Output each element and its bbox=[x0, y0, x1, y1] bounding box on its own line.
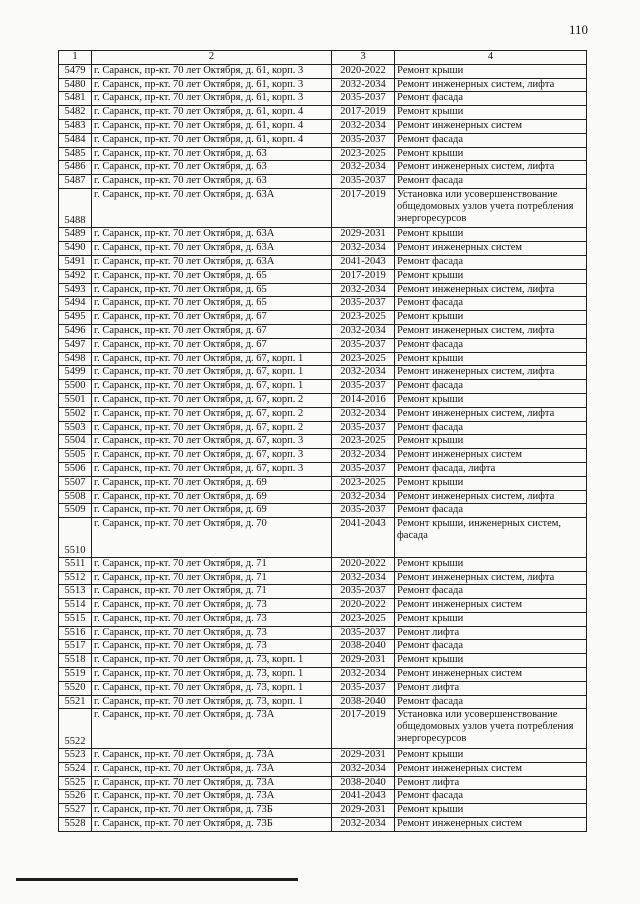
row-work: Ремонт инженерных систем bbox=[395, 762, 587, 776]
row-work: Ремонт инженерных систем, лифта bbox=[395, 571, 587, 585]
row-address: г. Саранск, пр-кт. 70 лет Октября, д. 63А bbox=[92, 256, 332, 270]
row-period: 2035-2037 bbox=[332, 175, 395, 189]
row-work: Ремонт фасада, лифта bbox=[395, 463, 587, 477]
table-row bbox=[59, 119, 587, 133]
row-period: 2038-2040 bbox=[332, 695, 395, 709]
repair-schedule-table bbox=[58, 50, 587, 832]
table-row bbox=[59, 612, 587, 626]
row-number: 5514 bbox=[59, 599, 92, 613]
row-period: 2035-2037 bbox=[332, 133, 395, 147]
table-row bbox=[59, 817, 587, 831]
column-header-period: 3 bbox=[332, 51, 395, 65]
row-period: 2032-2034 bbox=[332, 571, 395, 585]
row-period: 2035-2037 bbox=[332, 421, 395, 435]
row-address: г. Саранск, пр-кт. 70 лет Октября, д. 73А bbox=[92, 709, 332, 749]
row-number: 5484 bbox=[59, 133, 92, 147]
row-work: Ремонт инженерных систем bbox=[395, 119, 587, 133]
row-number: 5506 bbox=[59, 463, 92, 477]
row-address: г. Саранск, пр-кт. 70 лет Октября, д. 63А bbox=[92, 242, 332, 256]
row-work: Установка или усовершенствование общедомовых узлов учета потребления энергоресурсов bbox=[395, 188, 587, 228]
row-address: г. Саранск, пр-кт. 70 лет Октября, д. 65 bbox=[92, 283, 332, 297]
table-row bbox=[59, 681, 587, 695]
row-period: 2035-2037 bbox=[332, 681, 395, 695]
row-period: 2032-2034 bbox=[332, 490, 395, 504]
table-row bbox=[59, 709, 587, 749]
row-period: 2035-2037 bbox=[332, 626, 395, 640]
row-address: г. Саранск, пр-кт. 70 лет Октября, д. 63 bbox=[92, 161, 332, 175]
row-work: Ремонт инженерных систем bbox=[395, 599, 587, 613]
row-period: 2029-2031 bbox=[332, 748, 395, 762]
row-work: Ремонт фасада bbox=[395, 421, 587, 435]
row-address: г. Саранск, пр-кт. 70 лет Октября, д. 73 bbox=[92, 640, 332, 654]
row-period: 2041-2043 bbox=[332, 790, 395, 804]
table-row bbox=[59, 490, 587, 504]
row-address: г. Саранск, пр-кт. 70 лет Октября, д. 71 bbox=[92, 585, 332, 599]
row-address: г. Саранск, пр-кт. 70 лет Октября, д. 61, корп. 3 bbox=[92, 64, 332, 78]
row-address: г. Саранск, пр-кт. 70 лет Октября, д. 67, корп. 1 bbox=[92, 380, 332, 394]
row-work: Ремонт крыши bbox=[395, 64, 587, 78]
row-number: 5521 bbox=[59, 695, 92, 709]
row-address: г. Саранск, пр-кт. 70 лет Октября, д. 61, корп. 3 bbox=[92, 78, 332, 92]
row-address: г. Саранск, пр-кт. 70 лет Октября, д. 67, корп. 3 bbox=[92, 449, 332, 463]
table-row bbox=[59, 449, 587, 463]
row-number: 5512 bbox=[59, 571, 92, 585]
table-row bbox=[59, 175, 587, 189]
row-address: г. Саранск, пр-кт. 70 лет Октября, д. 67, корп. 2 bbox=[92, 394, 332, 408]
row-address: г. Саранск, пр-кт. 70 лет Октября, д. 63А bbox=[92, 228, 332, 242]
row-number: 5510 bbox=[59, 518, 92, 558]
row-address: г. Саранск, пр-кт. 70 лет Октября, д. 67 bbox=[92, 338, 332, 352]
row-address: г. Саранск, пр-кт. 70 лет Октября, д. 73Б bbox=[92, 804, 332, 818]
table-row bbox=[59, 626, 587, 640]
row-work: Ремонт крыши, инженерных систем, фасада bbox=[395, 518, 587, 558]
row-number: 5481 bbox=[59, 92, 92, 106]
table-header-row bbox=[59, 51, 587, 65]
row-period: 2032-2034 bbox=[332, 449, 395, 463]
row-period: 2029-2031 bbox=[332, 228, 395, 242]
row-work: Ремонт крыши bbox=[395, 804, 587, 818]
row-period: 2020-2022 bbox=[332, 557, 395, 571]
row-number: 5509 bbox=[59, 504, 92, 518]
row-period: 2020-2022 bbox=[332, 599, 395, 613]
table-row bbox=[59, 668, 587, 682]
table-row bbox=[59, 242, 587, 256]
table-row bbox=[59, 133, 587, 147]
row-work: Ремонт крыши bbox=[395, 106, 587, 120]
row-number: 5516 bbox=[59, 626, 92, 640]
row-work: Ремонт фасада bbox=[395, 92, 587, 106]
table-row bbox=[59, 463, 587, 477]
table-row bbox=[59, 599, 587, 613]
row-address: г. Саранск, пр-кт. 70 лет Октября, д. 73 bbox=[92, 599, 332, 613]
row-address: г. Саранск, пр-кт. 70 лет Октября, д. 67, корп. 2 bbox=[92, 421, 332, 435]
row-work: Ремонт лифта bbox=[395, 626, 587, 640]
row-number: 5499 bbox=[59, 366, 92, 380]
row-number: 5491 bbox=[59, 256, 92, 270]
row-number: 5528 bbox=[59, 817, 92, 831]
row-work: Ремонт крыши bbox=[395, 476, 587, 490]
row-work: Ремонт инженерных систем, лифта bbox=[395, 78, 587, 92]
row-work: Ремонт фасада bbox=[395, 504, 587, 518]
page-number: 110 bbox=[568, 22, 588, 37]
table-row bbox=[59, 325, 587, 339]
table-row bbox=[59, 269, 587, 283]
row-number: 5517 bbox=[59, 640, 92, 654]
row-work: Ремонт крыши bbox=[395, 352, 587, 366]
row-period: 2035-2037 bbox=[332, 504, 395, 518]
row-period: 2017-2019 bbox=[332, 269, 395, 283]
row-number: 5492 bbox=[59, 269, 92, 283]
table-row bbox=[59, 518, 587, 558]
row-period: 2023-2025 bbox=[332, 147, 395, 161]
row-address: г. Саранск, пр-кт. 70 лет Октября, д. 70 bbox=[92, 518, 332, 558]
row-period: 2014-2016 bbox=[332, 394, 395, 408]
row-number: 5494 bbox=[59, 297, 92, 311]
row-address: г. Саранск, пр-кт. 70 лет Октября, д. 65 bbox=[92, 269, 332, 283]
table-row bbox=[59, 804, 587, 818]
row-number: 5519 bbox=[59, 668, 92, 682]
row-period: 2017-2019 bbox=[332, 709, 395, 749]
row-number: 5504 bbox=[59, 435, 92, 449]
table-row bbox=[59, 297, 587, 311]
table-row bbox=[59, 435, 587, 449]
row-period: 2041-2043 bbox=[332, 518, 395, 558]
row-period: 2038-2040 bbox=[332, 640, 395, 654]
row-number: 5480 bbox=[59, 78, 92, 92]
table-row bbox=[59, 585, 587, 599]
row-number: 5497 bbox=[59, 338, 92, 352]
table-row bbox=[59, 228, 587, 242]
row-address: г. Саранск, пр-кт. 70 лет Октября, д. 73А bbox=[92, 762, 332, 776]
row-period: 2032-2034 bbox=[332, 817, 395, 831]
row-work: Ремонт фасада bbox=[395, 133, 587, 147]
row-number: 5520 bbox=[59, 681, 92, 695]
row-number: 5507 bbox=[59, 476, 92, 490]
row-period: 2029-2031 bbox=[332, 654, 395, 668]
row-address: г. Саранск, пр-кт. 70 лет Октября, д. 67 bbox=[92, 325, 332, 339]
row-number: 5527 bbox=[59, 804, 92, 818]
row-number: 5482 bbox=[59, 106, 92, 120]
row-period: 2032-2034 bbox=[332, 407, 395, 421]
row-work: Ремонт крыши bbox=[395, 654, 587, 668]
row-work: Ремонт фасада bbox=[395, 695, 587, 709]
row-number: 5526 bbox=[59, 790, 92, 804]
row-number: 5502 bbox=[59, 407, 92, 421]
row-period: 2032-2034 bbox=[332, 78, 395, 92]
row-address: г. Саранск, пр-кт. 70 лет Октября, д. 63 bbox=[92, 147, 332, 161]
table-row bbox=[59, 571, 587, 585]
table-row bbox=[59, 188, 587, 228]
row-period: 2041-2043 bbox=[332, 256, 395, 270]
row-work: Ремонт фасада bbox=[395, 790, 587, 804]
table-row bbox=[59, 748, 587, 762]
row-period: 2032-2034 bbox=[332, 283, 395, 297]
row-work: Ремонт крыши bbox=[395, 147, 587, 161]
row-period: 2035-2037 bbox=[332, 338, 395, 352]
row-number: 5515 bbox=[59, 612, 92, 626]
row-number: 5503 bbox=[59, 421, 92, 435]
row-work: Ремонт лифта bbox=[395, 681, 587, 695]
row-work: Ремонт крыши bbox=[395, 435, 587, 449]
row-address: г. Саранск, пр-кт. 70 лет Октября, д. 61, корп. 3 bbox=[92, 92, 332, 106]
table-row bbox=[59, 64, 587, 78]
row-period: 2023-2025 bbox=[332, 476, 395, 490]
row-period: 2032-2034 bbox=[332, 242, 395, 256]
row-address: г. Саранск, пр-кт. 70 лет Октября, д. 67, корп. 3 bbox=[92, 463, 332, 477]
table-body bbox=[59, 64, 587, 831]
row-work: Ремонт крыши bbox=[395, 748, 587, 762]
row-address: г. Саранск, пр-кт. 70 лет Октября, д. 61, корп. 4 bbox=[92, 119, 332, 133]
row-number: 5495 bbox=[59, 311, 92, 325]
row-address: г. Саранск, пр-кт. 70 лет Октября, д. 65 bbox=[92, 297, 332, 311]
row-period: 2035-2037 bbox=[332, 380, 395, 394]
row-work: Ремонт инженерных систем, лифта bbox=[395, 490, 587, 504]
row-period: 2017-2019 bbox=[332, 188, 395, 228]
row-period: 2032-2034 bbox=[332, 366, 395, 380]
row-number: 5511 bbox=[59, 557, 92, 571]
row-period: 2035-2037 bbox=[332, 297, 395, 311]
row-address: г. Саранск, пр-кт. 70 лет Октября, д. 67, корп. 1 bbox=[92, 352, 332, 366]
table-row bbox=[59, 92, 587, 106]
table-row bbox=[59, 147, 587, 161]
row-period: 2032-2034 bbox=[332, 762, 395, 776]
table-row bbox=[59, 352, 587, 366]
row-number: 5490 bbox=[59, 242, 92, 256]
row-address: г. Саранск, пр-кт. 70 лет Октября, д. 73А bbox=[92, 748, 332, 762]
row-number: 5522 bbox=[59, 709, 92, 749]
table-row bbox=[59, 762, 587, 776]
row-work: Ремонт крыши bbox=[395, 311, 587, 325]
row-address: г. Саранск, пр-кт. 70 лет Октября, д. 61, корп. 4 bbox=[92, 133, 332, 147]
row-address: г. Саранск, пр-кт. 70 лет Октября, д. 69 bbox=[92, 504, 332, 518]
row-work: Ремонт фасада bbox=[395, 297, 587, 311]
row-period: 2035-2037 bbox=[332, 463, 395, 477]
row-number: 5498 bbox=[59, 352, 92, 366]
row-number: 5479 bbox=[59, 64, 92, 78]
row-work: Ремонт инженерных систем, лифта bbox=[395, 366, 587, 380]
row-work: Установка или усовершенствование общедомовых узлов учета потребления энергоресурсов bbox=[395, 709, 587, 749]
row-period: 2029-2031 bbox=[332, 804, 395, 818]
row-period: 2032-2034 bbox=[332, 161, 395, 175]
row-address: г. Саранск, пр-кт. 70 лет Октября, д. 63А bbox=[92, 188, 332, 228]
row-address: г. Саранск, пр-кт. 70 лет Октября, д. 67, корп. 3 bbox=[92, 435, 332, 449]
row-work: Ремонт фасада bbox=[395, 256, 587, 270]
table-row bbox=[59, 695, 587, 709]
table-row bbox=[59, 407, 587, 421]
row-period: 2023-2025 bbox=[332, 311, 395, 325]
row-number: 5483 bbox=[59, 119, 92, 133]
row-number: 5493 bbox=[59, 283, 92, 297]
row-work: Ремонт крыши bbox=[395, 612, 587, 626]
row-period: 2017-2019 bbox=[332, 106, 395, 120]
row-period: 2023-2025 bbox=[332, 435, 395, 449]
row-work: Ремонт инженерных систем bbox=[395, 242, 587, 256]
row-work: Ремонт фасада bbox=[395, 175, 587, 189]
row-number: 5518 bbox=[59, 654, 92, 668]
row-period: 2038-2040 bbox=[332, 776, 395, 790]
row-address: г. Саранск, пр-кт. 70 лет Октября, д. 73 bbox=[92, 626, 332, 640]
row-period: 2035-2037 bbox=[332, 585, 395, 599]
row-work: Ремонт лифта bbox=[395, 776, 587, 790]
row-work: Ремонт инженерных систем bbox=[395, 817, 587, 831]
row-work: Ремонт крыши bbox=[395, 394, 587, 408]
row-number: 5496 bbox=[59, 325, 92, 339]
row-period: 2032-2034 bbox=[332, 325, 395, 339]
row-number: 5501 bbox=[59, 394, 92, 408]
row-address: г. Саранск, пр-кт. 70 лет Октября, д. 73 bbox=[92, 612, 332, 626]
row-address: г. Саранск, пр-кт. 70 лет Октября, д. 61, корп. 4 bbox=[92, 106, 332, 120]
row-address: г. Саранск, пр-кт. 70 лет Октября, д. 73, корп. 1 bbox=[92, 668, 332, 682]
row-number: 5487 bbox=[59, 175, 92, 189]
table-row bbox=[59, 776, 587, 790]
table-row bbox=[59, 256, 587, 270]
column-header-address: 2 bbox=[92, 51, 332, 65]
bottom-divider-line bbox=[16, 878, 298, 881]
table-row bbox=[59, 338, 587, 352]
row-work: Ремонт инженерных систем, лифта bbox=[395, 161, 587, 175]
table-row bbox=[59, 161, 587, 175]
row-work: Ремонт инженерных систем bbox=[395, 668, 587, 682]
table-row bbox=[59, 366, 587, 380]
row-period: 2020-2022 bbox=[332, 64, 395, 78]
row-address: г. Саранск, пр-кт. 70 лет Октября, д. 67, корп. 1 bbox=[92, 366, 332, 380]
row-work: Ремонт инженерных систем, лифта bbox=[395, 283, 587, 297]
row-number: 5505 bbox=[59, 449, 92, 463]
row-address: г. Саранск, пр-кт. 70 лет Октября, д. 67 bbox=[92, 311, 332, 325]
table-row bbox=[59, 78, 587, 92]
row-address: г. Саранск, пр-кт. 70 лет Октября, д. 73Б bbox=[92, 817, 332, 831]
table-row bbox=[59, 790, 587, 804]
row-work: Ремонт крыши bbox=[395, 228, 587, 242]
row-address: г. Саранск, пр-кт. 70 лет Октября, д. 73, корп. 1 bbox=[92, 681, 332, 695]
row-number: 5485 bbox=[59, 147, 92, 161]
row-work: Ремонт фасада bbox=[395, 585, 587, 599]
row-number: 5489 bbox=[59, 228, 92, 242]
row-number: 5513 bbox=[59, 585, 92, 599]
row-address: г. Саранск, пр-кт. 70 лет Октября, д. 73А bbox=[92, 790, 332, 804]
table-row bbox=[59, 654, 587, 668]
row-work: Ремонт крыши bbox=[395, 557, 587, 571]
row-number: 5524 bbox=[59, 762, 92, 776]
row-number: 5488 bbox=[59, 188, 92, 228]
table-row bbox=[59, 283, 587, 297]
table-row bbox=[59, 640, 587, 654]
row-period: 2032-2034 bbox=[332, 119, 395, 133]
row-address: г. Саранск, пр-кт. 70 лет Октября, д. 63 bbox=[92, 175, 332, 189]
row-address: г. Саранск, пр-кт. 70 лет Октября, д. 69 bbox=[92, 490, 332, 504]
table-row bbox=[59, 311, 587, 325]
row-number: 5500 bbox=[59, 380, 92, 394]
row-period: 2023-2025 bbox=[332, 352, 395, 366]
row-address: г. Саранск, пр-кт. 70 лет Октября, д. 73, корп. 1 bbox=[92, 654, 332, 668]
row-address: г. Саранск, пр-кт. 70 лет Октября, д. 71 bbox=[92, 557, 332, 571]
row-number: 5525 bbox=[59, 776, 92, 790]
column-header-work: 4 bbox=[395, 51, 587, 65]
table-row bbox=[59, 380, 587, 394]
row-address: г. Саранск, пр-кт. 70 лет Октября, д. 69 bbox=[92, 476, 332, 490]
row-work: Ремонт инженерных систем bbox=[395, 449, 587, 463]
row-work: Ремонт фасада bbox=[395, 640, 587, 654]
row-period: 2035-2037 bbox=[332, 92, 395, 106]
row-number: 5486 bbox=[59, 161, 92, 175]
table-row bbox=[59, 106, 587, 120]
row-address: г. Саранск, пр-кт. 70 лет Октября, д. 73, корп. 1 bbox=[92, 695, 332, 709]
row-work: Ремонт инженерных систем, лифта bbox=[395, 407, 587, 421]
table-row bbox=[59, 476, 587, 490]
row-work: Ремонт инженерных систем, лифта bbox=[395, 325, 587, 339]
row-work: Ремонт крыши bbox=[395, 269, 587, 283]
row-work: Ремонт фасада bbox=[395, 338, 587, 352]
row-work: Ремонт фасада bbox=[395, 380, 587, 394]
row-period: 2032-2034 bbox=[332, 668, 395, 682]
table-row bbox=[59, 394, 587, 408]
row-number: 5523 bbox=[59, 748, 92, 762]
table-row bbox=[59, 557, 587, 571]
column-header-number: 1 bbox=[59, 51, 92, 65]
table-row bbox=[59, 421, 587, 435]
row-address: г. Саранск, пр-кт. 70 лет Октября, д. 71 bbox=[92, 571, 332, 585]
row-address: г. Саранск, пр-кт. 70 лет Октября, д. 67, корп. 2 bbox=[92, 407, 332, 421]
table-row bbox=[59, 504, 587, 518]
row-address: г. Саранск, пр-кт. 70 лет Октября, д. 73А bbox=[92, 776, 332, 790]
row-number: 5508 bbox=[59, 490, 92, 504]
row-period: 2023-2025 bbox=[332, 612, 395, 626]
